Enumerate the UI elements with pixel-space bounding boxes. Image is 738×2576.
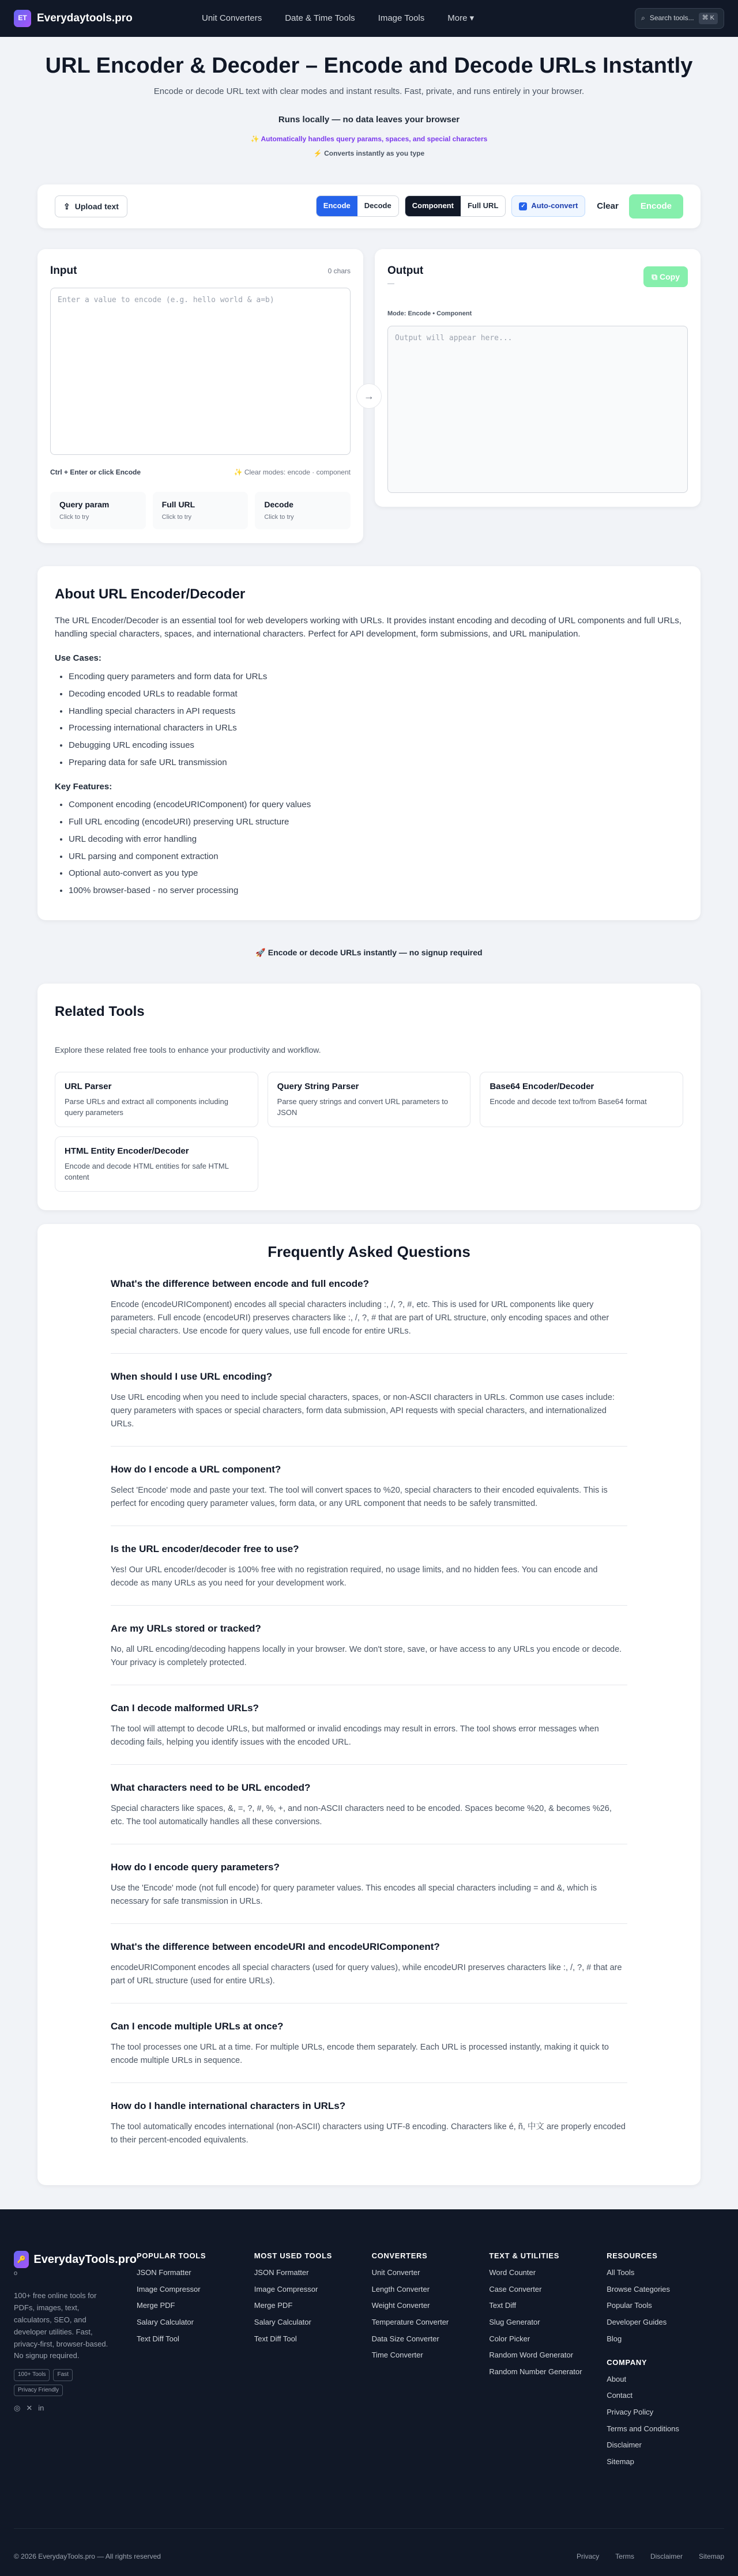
faq-answer: The tool processes one URL at a time. For multiple URLs, encode them separately. Each URL is processed instantly, making it quick to encode multiple URLs in sequence. — [111, 2043, 609, 2066]
nav-unit-converters[interactable]: Unit Converters — [202, 13, 262, 24]
footer-bottom-link[interactable]: Privacy — [576, 2552, 600, 2561]
footer-col-title: MOST USED TOOLS — [254, 2251, 332, 2261]
nav-more-dropdown[interactable]: More ▾ — [447, 13, 475, 24]
feature-note-1: ✨ Automatically handles query params, spaces, and special characters — [250, 135, 488, 144]
page-title: URL Encoder & Decoder – Encode and Decode URLs Instantly — [45, 54, 693, 78]
faq-question[interactable]: How do I encode a URL component? — [111, 1464, 281, 1475]
list-item: • Encoding query parameters and form data for URLs — [69, 671, 683, 683]
footer-link[interactable]: JSON Formatter — [254, 2268, 309, 2277]
footer-link[interactable]: Terms and Conditions — [607, 2424, 679, 2433]
example-sub: Click to try — [59, 514, 89, 521]
footer-link[interactable]: Image Compressor — [254, 2284, 318, 2293]
input-panel — [37, 249, 363, 543]
input-title: Input — [50, 264, 77, 277]
example-query-param[interactable] — [50, 492, 146, 529]
footer-logo-icon: 🔑 — [14, 2251, 29, 2268]
char-count: 0 chars — [327, 266, 351, 275]
footer-link[interactable]: Sitemap — [607, 2457, 634, 2466]
shortcut-hint: Ctrl + Enter or click Encode — [50, 468, 141, 477]
page-subtitle: Encode or decode URL text with clear modes and instant results. Fast, private, and runs entirely in your browser. — [153, 86, 585, 96]
faq-item — [111, 1861, 627, 1924]
footer-bottom — [14, 2528, 724, 2562]
social-links — [14, 2403, 137, 2414]
footer-link[interactable]: Merge PDF — [137, 2301, 175, 2310]
site-logo[interactable] — [14, 10, 202, 27]
arrow-right-icon: → — [356, 383, 382, 409]
privacy-note: Runs locally — no data leaves your browser — [278, 115, 460, 125]
related-tool-card[interactable] — [55, 1136, 258, 1192]
output-title: Output — [387, 264, 424, 277]
faq-answer: Use URL encoding when you need to include special characters, spaces, or non-ASCII characters in URLs. Common use cases include: query parameters with spaces or special characters, form data submission, API requests with special characters, and internationalized URLs. — [111, 1392, 615, 1429]
tool-card-title: HTML Entity Encoder/Decoder — [65, 1146, 189, 1157]
footer-tags — [14, 2369, 112, 2396]
encode-mode-button[interactable]: Encode — [317, 196, 357, 216]
example-title: Query param — [59, 499, 110, 509]
footer-brand-sub: o — [14, 2270, 18, 2277]
faq-item — [111, 1622, 627, 1685]
about-section — [37, 566, 701, 920]
faq-item — [111, 2099, 627, 2162]
footer-link[interactable]: Text Diff Tool — [254, 2334, 297, 2343]
tool-card-desc: Parse query strings and convert URL parameters to JSON — [277, 1097, 449, 1117]
twitter-icon[interactable]: ✕ — [26, 2404, 33, 2413]
footer-bottom-link[interactable]: Disclaimer — [650, 2552, 683, 2561]
footer-link[interactable]: Privacy Policy — [607, 2407, 654, 2416]
list-item: • 100% browser-based - no server processing — [69, 884, 683, 897]
related-description: Explore these related free tools to enhance your productivity and workflow. — [55, 1045, 321, 1054]
faq-item — [111, 1781, 627, 1844]
brand-name: Everydaytools.pro — [37, 12, 133, 25]
footer-col — [372, 2251, 490, 2473]
footer-link[interactable]: JSON Formatter — [137, 2268, 191, 2277]
full-url-mode-button[interactable]: Full URL — [467, 201, 499, 210]
footer-link[interactable]: Random Number Generator — [489, 2367, 582, 2376]
nav-date-time-tools[interactable]: Date & Time Tools — [285, 13, 355, 24]
footer-link[interactable]: Color Picker — [489, 2334, 530, 2343]
footer-link[interactable]: Popular Tools — [607, 2301, 652, 2310]
main-nav — [202, 12, 474, 25]
copy-label: Copy — [660, 272, 680, 281]
footer-link[interactable]: Salary Calculator — [137, 2317, 194, 2326]
footer-bottom-link[interactable]: Sitemap — [698, 2552, 724, 2561]
tag: Fast — [53, 2369, 72, 2381]
io-panels — [37, 249, 701, 543]
tag: 100+ Tools — [14, 2369, 50, 2381]
search-button[interactable] — [635, 8, 724, 29]
scope-toggle — [405, 195, 506, 217]
output-textarea[interactable]: Output will appear here... — [387, 326, 688, 493]
footer-col-title: TEXT & UTILITIES — [489, 2251, 560, 2261]
footer-bottom-links — [577, 2552, 724, 2562]
faq-question[interactable]: Is the URL encoder/decoder free to use? — [111, 1543, 299, 1555]
footer-link[interactable]: Contact — [607, 2391, 632, 2400]
about-description: The URL Encoder/Decoder is an essential tool for web developers working with URLs. It provides instant encoding and decoding of URL components and full URLs, handling special characters, spaces, and international characters. Perfect for API development, form submissions, and URL manipulation. — [55, 615, 681, 639]
list-item: • Component encoding (encodeURIComponent) for query values — [69, 799, 683, 811]
footer-link[interactable]: Time Converter — [371, 2351, 423, 2360]
example-title: Full URL — [161, 499, 195, 509]
footer-link[interactable]: Slug Generator — [489, 2317, 540, 2326]
clear-button[interactable]: Clear — [597, 201, 619, 211]
list-item: • Handling special characters in API requests — [69, 705, 683, 718]
faq-item — [111, 1370, 627, 1447]
footer-col-resources — [607, 2251, 724, 2473]
faq-title: Frequently Asked Questions — [268, 1243, 470, 1261]
faq-answer: Select 'Encode' mode and paste your text. The tool will convert spaces to %20, special characters to their encoded equivalents. This is perfect for encoding query parameter values, form data, or any URL component that needs to be safely transmitted. — [111, 1485, 608, 1509]
input-textarea[interactable]: Enter a value to encode (e.g. hello world & a=b) — [50, 288, 351, 455]
faq-question[interactable]: How do I handle international characters in URLs? — [111, 2100, 346, 2112]
output-mode: Mode: Encode • Component — [387, 310, 472, 317]
footer-bottom-link[interactable]: Terms — [615, 2552, 634, 2561]
use-cases-title: Use Cases: — [55, 653, 101, 664]
faq-item — [111, 1542, 627, 1606]
faq-question[interactable]: Can I decode malformed URLs? — [111, 1703, 259, 1714]
example-title: Decode — [264, 499, 293, 509]
output-panel — [375, 249, 701, 507]
faq-section — [37, 1224, 701, 2185]
decode-mode-button[interactable]: Decode — [364, 201, 391, 210]
search-label: Search tools... — [649, 14, 694, 22]
list-item: • URL decoding with error handling — [69, 833, 683, 846]
footer-link[interactable]: Word Counter — [489, 2268, 536, 2277]
footer-link[interactable]: Browse Categories — [607, 2284, 671, 2293]
footer-link[interactable]: Temperature Converter — [371, 2317, 449, 2326]
faq-item — [111, 1701, 627, 1765]
footer-link[interactable]: Unit Converter — [371, 2268, 420, 2277]
footer-brand — [14, 2251, 137, 2473]
copy-button[interactable] — [643, 266, 688, 287]
footer-col-title: RESOURCES — [607, 2251, 658, 2261]
upload-text-button[interactable] — [55, 195, 127, 217]
footer-col-title: POPULAR TOOLS — [137, 2251, 206, 2261]
faq-item — [111, 2020, 627, 2083]
faq-answer: No, all URL encoding/decoding happens locally in your browser. We don't store, save, or have access to any URLs you encode or decode. Your privacy is completely protected. — [111, 1645, 622, 1668]
footer-link[interactable]: Text Diff — [489, 2301, 517, 2310]
footer-link[interactable]: Random Word Generator — [489, 2351, 574, 2360]
linkedin-icon[interactable]: in — [38, 2404, 44, 2413]
faq-item — [111, 1277, 627, 1354]
faq-question[interactable]: What's the difference between encodeURI and encodeURIComponent? — [111, 1941, 440, 1953]
example-buttons — [50, 492, 351, 529]
faq-answer: encodeURIComponent encodes all special characters (used for query values), while encodeURI preserves characters like :, /, ?, # that are part of URL structure (used for entire URLs). — [111, 1963, 622, 1986]
list-item: • Decoding encoded URLs to readable format — [69, 688, 683, 701]
direction-toggle — [316, 195, 399, 217]
list-item: • Full URL encoding (encodeURI) preserving URL structure — [69, 816, 683, 828]
faq-item — [111, 1463, 627, 1526]
site-footer — [0, 2209, 738, 2575]
component-mode-button[interactable]: Component — [405, 196, 461, 216]
faq-question[interactable]: Are my URLs stored or tracked? — [111, 1623, 261, 1635]
example-full-url[interactable] — [153, 492, 248, 529]
auto-convert-toggle[interactable] — [511, 195, 585, 217]
footer-col — [137, 2251, 254, 2473]
features-title: Key Features: — [55, 781, 112, 792]
faq-answer: Yes! Our URL encoder/decoder is 100% free with no registration required, no usage limits, and no hidden fees. You can encode and decode as many URLs as you need for your development work. — [111, 1565, 598, 1588]
faq-answer: The tool will attempt to decode URLs, but malformed or invalid encodings may result in errors. The tool shows error messages when decoding fails, helping you identify issues with the encoded URL. — [111, 1724, 599, 1748]
output-status: — — [387, 279, 394, 288]
footer-link[interactable]: Length Converter — [371, 2284, 430, 2293]
footer-link[interactable]: Text Diff Tool — [137, 2334, 179, 2343]
related-tools-section — [37, 984, 701, 1210]
faq-item — [111, 1940, 627, 2003]
footer-link[interactable]: Disclaimer — [607, 2441, 642, 2450]
footer-col-title: CONVERTERS — [371, 2251, 428, 2261]
upload-label: Upload text — [74, 201, 119, 211]
list-item: • Optional auto-convert as you type — [69, 867, 683, 880]
footer-link[interactable]: Weight Converter — [371, 2301, 430, 2310]
related-title: Related Tools — [55, 1004, 145, 1020]
copy-icon: ⧉ — [652, 272, 658, 281]
github-icon[interactable]: ◎ — [14, 2404, 21, 2413]
cta-banner: 🚀 Encode or decode URLs instantly — no signup required — [255, 947, 483, 957]
footer-col — [489, 2251, 607, 2473]
list-item: • Debugging URL encoding issues — [69, 739, 683, 752]
checkbox-checked-icon: ✓ — [519, 202, 527, 210]
footer-description: 100+ free online tools for PDFs, images, text, calculators, SEO, and developer utilities. Fast, privacy-first, browser-based. No signup required. — [14, 2291, 108, 2360]
faq-answer: Special characters like spaces, &, =, ?, #, %, +, and non-ASCII characters need to be encoded. Spaces become %20, & becomes %26, etc. The tool automatically handles all these conversions. — [111, 1804, 612, 1827]
encode-button[interactable]: Encode — [629, 194, 683, 219]
tool-card-desc: Encode and decode text to/from Base64 format — [490, 1097, 647, 1106]
features-list — [55, 799, 683, 897]
footer-link[interactable]: Salary Calculator — [254, 2317, 311, 2326]
footer-link[interactable]: Data Size Converter — [371, 2334, 439, 2343]
faq-list — [111, 1277, 627, 2163]
feature-note-2: ⚡ Converts instantly as you type — [313, 149, 425, 158]
footer-brand-name[interactable]: EverydayTools.pro — [33, 2253, 137, 2266]
logo-icon: ET — [14, 10, 31, 27]
faq-answer: The tool automatically encodes international (non-ASCII) characters using UTF-8 encoding. Characters like é, ñ, 中文 are properly encoded to their percent-encoded equivalents. — [111, 2122, 626, 2145]
copyright: © 2026 EverydayTools.pro — All rights reserved — [14, 2552, 161, 2561]
faq-question[interactable]: How do I encode query parameters? — [111, 1862, 280, 1873]
nav-image-tools[interactable]: Image Tools — [378, 13, 425, 24]
related-tool-card[interactable] — [268, 1072, 471, 1127]
footer-link[interactable]: Merge PDF — [254, 2301, 293, 2310]
faq-answer: Encode (encodeURIComponent) encodes all special characters including :, /, ?, #, etc. This is used for URL components like query parameters. Full encode (encodeURI) preserves characters like :, /, ?, # that are part of URL structure, only encoding spaces and other special characters. Use encode for query values, use full encode for entire URLs. — [111, 1300, 609, 1336]
mode-hint: ✨ Clear modes: encode · component — [234, 468, 351, 477]
hero — [0, 37, 738, 159]
search-icon: ⌕ — [641, 14, 645, 22]
footer-link[interactable]: Case Converter — [489, 2284, 542, 2293]
footer-link[interactable]: All Tools — [607, 2268, 635, 2277]
faq-answer: Use the 'Encode' mode (not full encode) for query parameter values. This encodes all special characters including = and &, which is necessary for safe transmission in URLs. — [111, 1884, 597, 1907]
tool-card-title: Base64 Encoder/Decoder — [490, 1082, 594, 1092]
tool-card-desc: Parse URLs and extract all components including query parameters — [65, 1097, 228, 1117]
faq-question[interactable]: What's the difference between encode and full encode? — [111, 1278, 370, 1289]
list-item: • URL parsing and component extraction — [69, 850, 683, 863]
tool-card-title: URL Parser — [65, 1082, 112, 1092]
footer-link[interactable]: About — [607, 2374, 627, 2383]
footer-col — [254, 2251, 372, 2473]
related-tool-card[interactable] — [480, 1072, 683, 1127]
list-item: • Processing international characters in URLs — [69, 722, 683, 735]
tool-card-title: Query String Parser — [277, 1082, 359, 1092]
tool-card-desc: Encode and decode HTML entities for safe HTML content — [65, 1161, 229, 1181]
faq-question[interactable]: Can I encode multiple URLs at once? — [111, 2021, 284, 2032]
auto-convert-label: Auto-convert — [531, 201, 578, 210]
list-item: • Preparing data for safe URL transmission — [69, 756, 683, 769]
faq-question[interactable]: When should I use URL encoding? — [111, 1371, 273, 1383]
related-tool-card[interactable] — [55, 1072, 258, 1127]
example-sub: Click to try — [264, 514, 294, 521]
site-header — [0, 0, 738, 37]
tool-toolbar — [37, 184, 701, 228]
search-shortcut: ⌘ K — [699, 13, 718, 24]
about-title: About URL Encoder/Decoder — [55, 586, 246, 602]
footer-link[interactable]: Blog — [607, 2334, 622, 2343]
upload-icon: ⇪ — [63, 201, 70, 211]
example-sub: Click to try — [161, 514, 192, 521]
example-decode[interactable] — [255, 492, 351, 529]
footer-link[interactable]: Developer Guides — [607, 2317, 667, 2326]
faq-question[interactable]: What characters need to be URL encoded? — [111, 1782, 311, 1794]
footer-col-title: COMPANY — [607, 2358, 647, 2367]
use-cases-list — [55, 671, 683, 769]
footer-link[interactable]: Image Compressor — [137, 2284, 201, 2293]
tag: Privacy Friendly — [14, 2385, 63, 2397]
